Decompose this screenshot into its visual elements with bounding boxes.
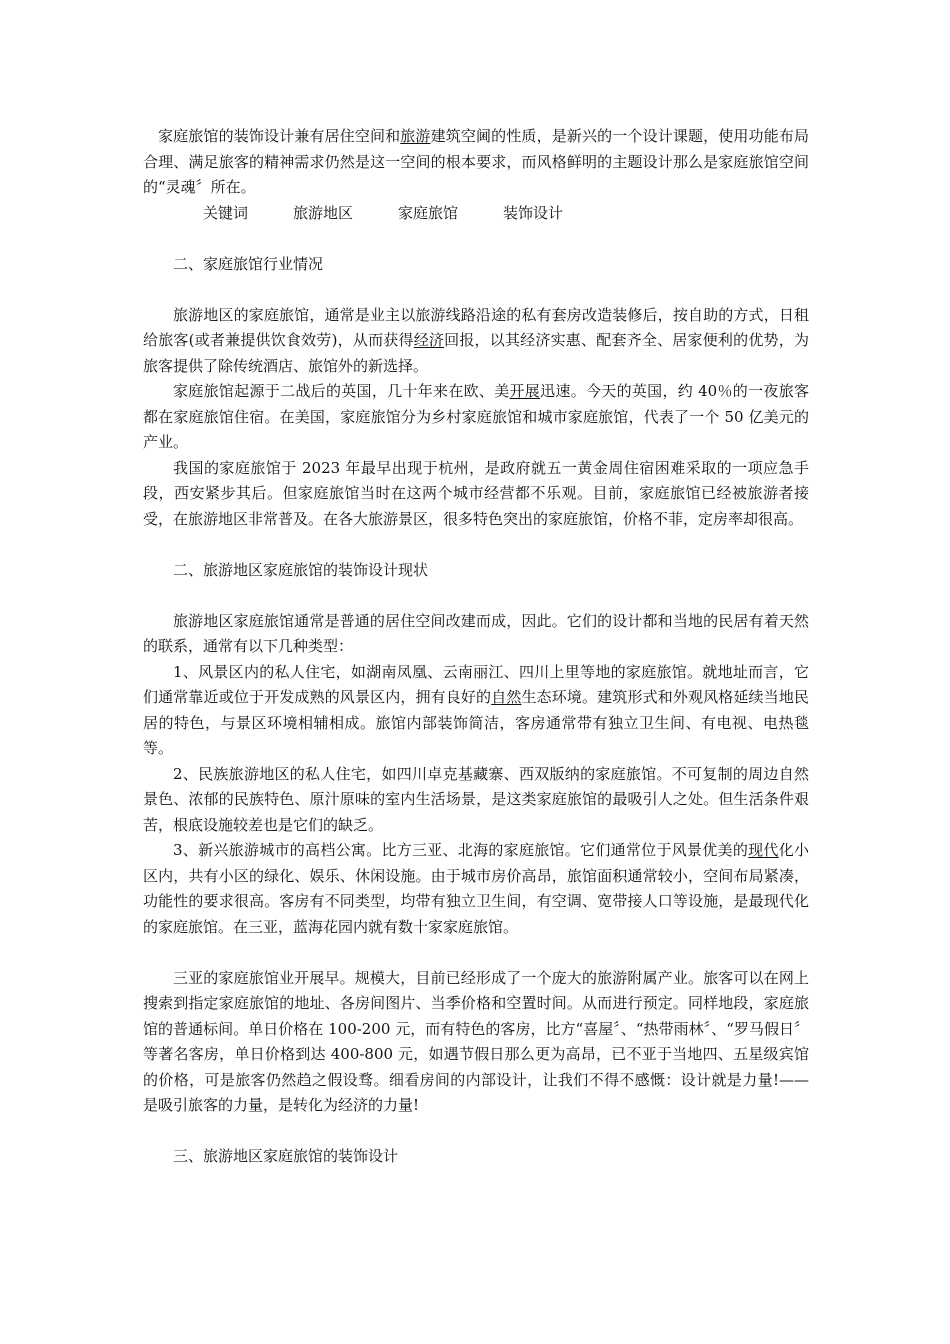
link-tourism[interactable]: 旅游 bbox=[400, 127, 431, 145]
paragraph bbox=[143, 379, 809, 456]
paragraph: 我国的家庭旅馆于 2023 年最早出现于杭州，是政府就五一黄金周住宿困难采取的一项应急手段，西安紧步其后。但家庭旅馆当时在这两个城市经营都不乐观。目前，家庭旅馆已经被旅游者接受，在旅游地区非常普及。在各大旅游景区，很多特色突出的家庭旅馆，价格不菲，定房率却很高。 bbox=[143, 458, 809, 528]
paragraph-text: 家庭旅馆起源于二战后的英国，几十年来在欧、美 bbox=[173, 382, 510, 400]
list-item bbox=[143, 838, 809, 940]
blank-line bbox=[143, 277, 809, 303]
paragraph: 旅游地区家庭旅馆通常是普通的居住空间改建而成，因此。它们的设计都和当地的民居有着天然的联系，通常有以下几种类型： bbox=[143, 611, 809, 655]
keyword-item: 旅游地区 bbox=[293, 203, 354, 222]
list-item: 2、民族旅游地区的私人住宅，如四川卓克基藏寨、西双版纳的家庭旅馆。不可复制的周边自然景色、浓郁的民族特色、原汁原味的室内生活场景，是这类家庭旅馆的最吸引人之处。但生活条件艰苦，根底设施较差也是它们的缺乏。 bbox=[143, 764, 809, 834]
abstract-paragraph bbox=[143, 124, 809, 201]
paragraph-text: 迅速。今天的英国，约 40％的一夜旅客都在家庭旅馆住宿。在美国，家庭旅馆分为乡村家庭旅馆和城市家庭旅馆，代表了一个 50 亿美元的产业。 bbox=[143, 382, 809, 451]
blank-line bbox=[143, 1119, 809, 1145]
abstract-text-1: 家庭旅馆的装饰设计兼有居住空间和 bbox=[158, 127, 401, 145]
link-development[interactable]: 开展 bbox=[509, 382, 541, 400]
blank-line bbox=[143, 226, 809, 252]
paragraph-text: 3、新兴旅游城市的高档公寓。比方三亚、北海的家庭旅馆。它们通常位于风景优美的 bbox=[173, 841, 749, 859]
section-heading-industry: 二、家庭旅馆行业情况 bbox=[173, 254, 324, 273]
paragraph bbox=[143, 303, 809, 380]
link-nature[interactable]: 自然 bbox=[491, 688, 522, 706]
paragraph-text: 回报，以其经济实惠、配套齐全、居家便利的优势，为旅客提供了除传统酒店、旅馆外的新选择。 bbox=[143, 331, 809, 375]
list-item bbox=[143, 660, 809, 762]
keyword-item: 家庭旅馆 bbox=[398, 203, 459, 222]
document-body bbox=[143, 124, 809, 1170]
blank-line bbox=[143, 940, 809, 966]
blank-line bbox=[143, 583, 809, 609]
paragraph-text: 生态环境。建筑形式和外观风格延续当地民居的特色，与景区环境相辅相成。旅馆内部装饰简洁，客房通常带有独立卫生间、有电视、电热毯等。 bbox=[143, 688, 809, 757]
keywords-label: 关键词 bbox=[203, 203, 249, 222]
paragraph-text: 1、风景区内的私人住宅，如湖南凤凰、云南丽江、四川上里等地的家庭旅馆。就地址而言，它们通常靠近或位于开发成熟的风景区内，拥有良好的 bbox=[143, 662, 809, 706]
paragraph-text: 旅游地区的家庭旅馆，通常是业主以旅游线路沿途的私有套房改造装修后，按自助的方式，日租给旅客(或者兼提供饮食效劳)，从而获得 bbox=[143, 305, 809, 349]
link-economy[interactable]: 经济 bbox=[413, 331, 445, 349]
paragraph: 三亚的家庭旅馆业开展早。规模大，目前已经形成了一个庞大的旅游附属产业。旅客可以在网上搜索到指定家庭旅馆的地址、各房间图片、当季价格和空置时间。从而进行预定。同样地段，家庭旅馆的普通标间。单日价格在 100-200 元，而有特色的客房，比方“喜屋〞、“热带雨林〞、“罗马假日〞等著名客房，单日价格到达 400-800 元，如遇节假日那么更为高昂，已不亚于当地四、五星级宾馆的价格，可是旅客仍然趋之假设骛。细看房间的内部设计，让我们不得不感慨：设计就是力量!——是吸引旅客的力量，是转化为经济的力量! bbox=[143, 968, 809, 1114]
section-heading-design: 三、旅游地区家庭旅馆的装饰设计 bbox=[173, 1147, 399, 1165]
abstract-text-2: 建筑空阃的性质，是新兴的一个设计课题，使用功能布局合理、满足旅客的精神需求仍然是这一空间的根本要求，而风格鲜明的主题设计那么是家庭旅馆空间的“灵魂〞所在。 bbox=[143, 127, 809, 196]
keyword-item: 装饰设计 bbox=[503, 203, 564, 222]
link-modern[interactable]: 现代 bbox=[748, 841, 779, 859]
keywords-line bbox=[143, 201, 809, 227]
section-heading-status: 二、旅游地区家庭旅馆的装饰设计现状 bbox=[173, 560, 429, 579]
blank-line bbox=[143, 532, 809, 558]
paragraph-text: 化小区内，共有小区的绿化、娱乐、休闲设施。由于城市房价高昂，旅馆面积通常较小，空间布局紧凑，功能性的要求很高。客房有不同类型，均带有独立卫生间，有空调、宽带接人口等设施，是最现代化的家庭旅馆。在三亚，蓝海花园内就有数十家家庭旅馆。 bbox=[143, 841, 809, 936]
